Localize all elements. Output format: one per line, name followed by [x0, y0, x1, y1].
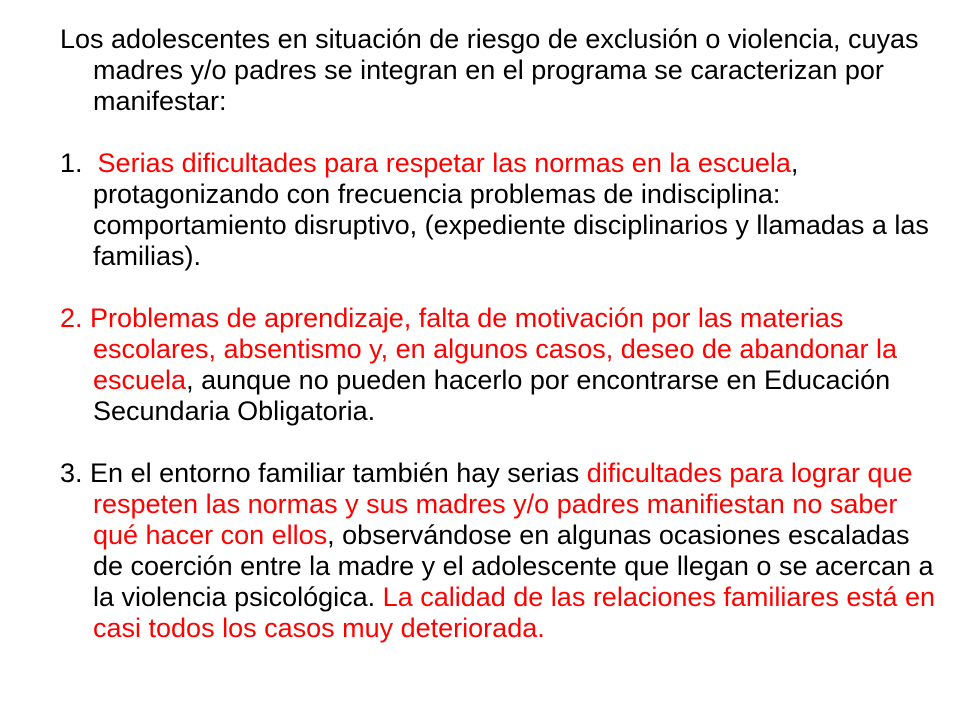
- list-item-3: [60, 458, 940, 644]
- item-text: , protagonizando con frecuencia problemas de indisciplina: comportamiento disruptivo, (expediente disciplinarios y llamadas a las familias).: [93, 148, 929, 271]
- list-item-1: [60, 148, 940, 272]
- item-text: , aunque no pueden hacerlo por encontrarse en Educación Secundaria Obligatoria.: [93, 365, 891, 426]
- item-number: 1.: [60, 148, 83, 178]
- item-number: 2.: [60, 303, 83, 333]
- item-highlight: Serias dificultades para respetar las normas en la escuela: [97, 148, 791, 178]
- item-number: 3.: [60, 458, 83, 488]
- intro-paragraph: Los adolescentes en situación de riesgo de exclusión o violencia, cuyas madres y/o padres se integran en el programa se caracterizan por manifestar:: [60, 24, 919, 116]
- item-highlight: dificultades para lograr que respeten las normas y sus madres y/o padres manifiestan no saber qué hacer con ellos: [93, 458, 913, 550]
- item-text: En el entorno familiar también hay serias: [90, 458, 587, 488]
- list-item-2: [60, 303, 940, 427]
- item-highlight: Problemas de aprendizaje, falta de motivación por las materias escolares, absentismo y, en algunos casos, deseo de abandonar la escuela: [90, 303, 898, 395]
- slide-content: [60, 24, 940, 644]
- item-highlight: La calidad de las relaciones familiares está en casi todos los casos muy deteriorada.: [93, 582, 935, 643]
- item-text: , observándose en algunas ocasiones escaladas de coerción entre la madre y el adolescente que llegan o se acercan a la violencia psicológica.: [93, 520, 934, 612]
